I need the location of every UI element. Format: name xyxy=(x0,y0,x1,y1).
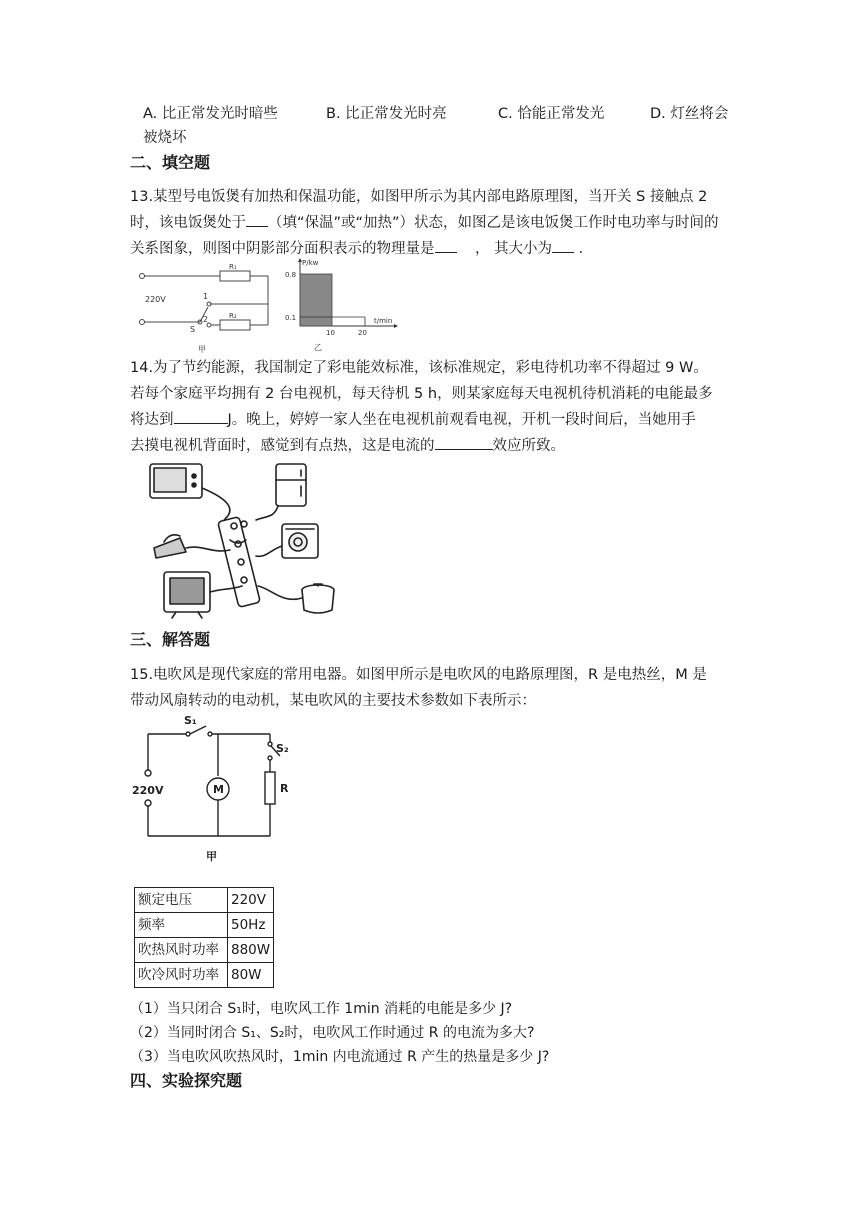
power-strip-icon xyxy=(218,517,261,608)
table-cell: 220V xyxy=(228,888,274,913)
q14-line4-b: 效应所致。 xyxy=(492,438,565,454)
section-answer-title: 三、解答题 xyxy=(130,630,211,649)
q15-sub1: （1）当只闭合 S₁时，电吹风工作 1min 消耗的电能是多少 J? xyxy=(130,1001,513,1017)
section-experiment-title: 四、实验探究题 xyxy=(130,1071,243,1090)
q15-sub3: （3）当电吹风吹热风时，1min 内电流通过 R 产生的热量是多少 J? xyxy=(130,1049,550,1065)
contact-2-label: 2 xyxy=(203,315,209,324)
option-b: B. 比正常发光时亮 xyxy=(326,106,447,122)
voltage-label: 220V xyxy=(132,784,164,797)
q14-line4 xyxy=(130,433,565,459)
y-tick-high: 0.8 xyxy=(285,271,297,279)
q13-line3-b: ， 其大小为 xyxy=(474,241,553,257)
s1-label: S₁ xyxy=(184,714,197,727)
q14-line3 xyxy=(130,407,696,433)
household-appliances-illustration xyxy=(146,458,368,620)
table-cell: 频率 xyxy=(135,913,228,938)
table-row xyxy=(135,888,274,913)
parameter-table xyxy=(134,887,274,988)
figure-caption-jia: 甲 xyxy=(206,850,217,863)
switch-label: S xyxy=(190,325,196,334)
x-axis-label: t/min xyxy=(374,317,393,325)
table-cell: 吹热风时功率 xyxy=(135,938,228,963)
section-fill-in-title: 二、填空题 xyxy=(130,153,211,172)
q13-line3-a: 关系图象，则图中阴影部分面积表示的物理量是 xyxy=(130,241,435,257)
q14-line1: 14.为了节约能源，我国制定了彩电能效标准，该标准规定，彩电待机功率不得超过 9 W。 xyxy=(130,360,708,376)
resistor-label: R xyxy=(280,782,289,795)
television-icon xyxy=(164,572,242,618)
hair-dryer-circuit-diagram xyxy=(130,712,300,864)
rice-cooker-icon xyxy=(258,584,334,613)
answer-blank[interactable] xyxy=(246,210,268,227)
refrigerator-icon xyxy=(256,464,306,520)
voltage-label: 220V xyxy=(145,295,166,304)
q14-line3-a: 将达到 xyxy=(130,412,174,428)
washing-machine-icon xyxy=(256,524,318,558)
answer-blank[interactable] xyxy=(552,236,574,253)
table-cell: 额定电压 xyxy=(135,888,228,913)
y-axis-label: P/kw xyxy=(302,259,319,267)
q14-line3-b: J。晚上，婷婷一家人坐在电视机前观看电视，开机一段时间后，当她用手 xyxy=(227,412,696,428)
answer-blank[interactable] xyxy=(174,407,228,424)
y-tick-low: 0.1 xyxy=(285,314,297,322)
answer-blank[interactable] xyxy=(435,433,493,450)
option-d: D. 灯丝将会 xyxy=(650,106,729,122)
x-tick-20: 20 xyxy=(358,329,367,337)
shaded-area xyxy=(300,274,332,326)
q13-line1: 13.某型号电饭煲有加热和保温功能，如图甲所示为其内部电路原理图，当开关 S 接触点 2 xyxy=(130,189,708,205)
answer-blank[interactable] xyxy=(435,236,457,253)
q14-line2: 若每个家庭平均拥有 2 台电视机，每天待机 5 h，则某家庭每天电视机待机消耗的电能最多 xyxy=(130,386,713,402)
x-tick-10: 10 xyxy=(326,329,335,337)
q13-line2 xyxy=(130,210,719,236)
rice-cooker-circuit-diagram xyxy=(130,262,280,354)
table-row xyxy=(135,913,274,938)
option-c: C. 恰能正常发光 xyxy=(498,106,605,122)
q13-line2-a: 时，该电饭煲处于 xyxy=(130,215,246,231)
table-row xyxy=(135,938,274,963)
figure-caption-jia: 甲 xyxy=(198,345,206,354)
q15-line2: 带动风扇转动的电动机，某电吹风的主要技术参数如下表所示： xyxy=(130,693,536,709)
figure-caption-yi: 乙 xyxy=(314,343,322,352)
table-row xyxy=(135,963,274,988)
q13-line3-c: . xyxy=(574,241,584,257)
motor-label: M xyxy=(213,783,224,796)
contact-1-label: 1 xyxy=(203,292,209,301)
s2-label: S₂ xyxy=(276,742,289,755)
power-time-graph xyxy=(282,256,402,354)
option-d-continued: 被烧坏 xyxy=(143,130,187,146)
table-cell: 吹冷风时功率 xyxy=(135,963,228,988)
option-a: A. 比正常发光时暗些 xyxy=(143,106,278,122)
iron-icon xyxy=(154,535,230,558)
r1-label: R₁ xyxy=(229,263,237,271)
q15-sub2: （2）当同时闭合 S₁、S₂时，电吹风工作时通过 R 的电流为多大? xyxy=(130,1025,535,1041)
q15-line1: 15.电吹风是现代家庭的常用电器。如图甲所示是电吹风的电路原理图，R 是电热丝，M 是 xyxy=(130,667,707,683)
q13-line2-b: （填“保温”或“加热”）状态，如图乙是该电饭煲工作时电功率与时间的 xyxy=(268,215,719,231)
r2-label: R₂ xyxy=(229,312,237,320)
table-cell: 880W xyxy=(228,938,274,963)
q14-line4-a: 去摸电视机背面时，感觉到有点热，这是电流的 xyxy=(130,438,435,454)
table-cell: 80W xyxy=(228,963,274,988)
table-cell: 50Hz xyxy=(228,913,274,938)
